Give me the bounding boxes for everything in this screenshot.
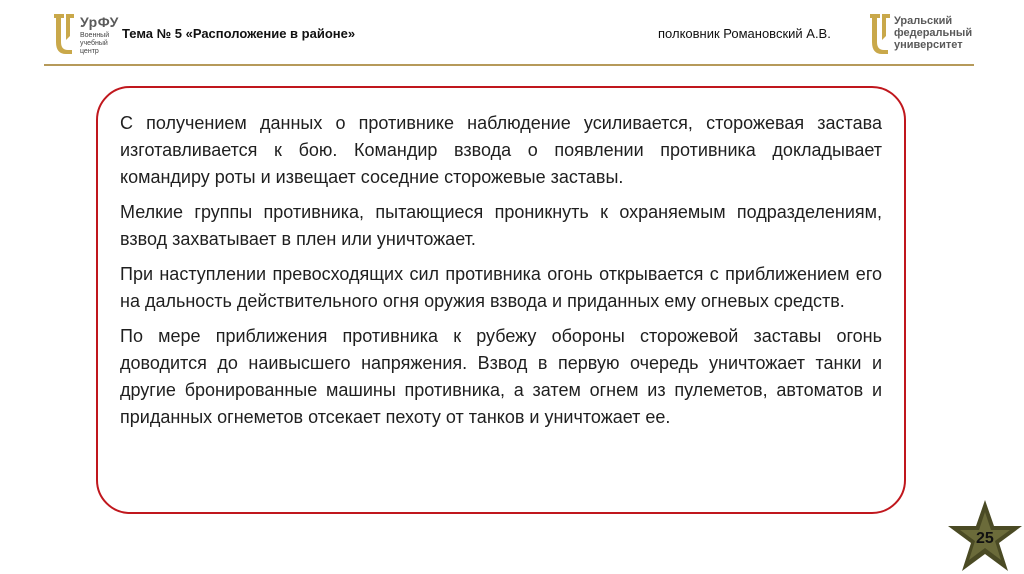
topic-title: Тема № 5 «Расположение в районе»: [122, 26, 356, 41]
paragraph-4: По мере приближения противника к рубежу обороны сторожевой заставы огонь доводится до наивысшего напряжения. Взвод в первую очередь уничтожает танки и другие бронированные машины противника, а затем огнем из пулеметов, автоматов и приданных огнеметов отсекает пехоту от танков и уничтожает ее.: [120, 326, 882, 427]
paragraph-2: Мелкие группы противника, пытающиеся проникнуть к охраняемым подразделениям, взвод захватывает в плен или уничтожает.: [120, 202, 882, 249]
urfu-university-logo: [868, 12, 988, 60]
logo-subtitle-text: Военный учебный центр: [80, 32, 110, 55]
header: [0, 0, 1024, 68]
urfu-military-center-logo: [50, 12, 120, 58]
university-name: Уральский федеральный университет: [894, 15, 973, 51]
paragraph-3: При наступлении превосходящих сил противника огонь открывается с приближением его на дальность действительного огня оружия взвода и приданных ему огневых средств.: [120, 264, 882, 311]
urfu-emblem-icon: [50, 12, 78, 56]
logo-brand-text: УрФУ: [80, 14, 119, 30]
content-body: [120, 110, 882, 439]
paragraph-1: С получением данных о противнике наблюдение усиливается, сторожевая застава изготавливается к бою. Командир взвода о появлении противника докладывает командиру роты и извещает соседние сторожевые заставы.: [120, 113, 882, 187]
urfu-emblem-icon: [868, 12, 892, 56]
header-divider: [44, 64, 974, 66]
page-number: 25: [976, 530, 994, 547]
author-name: полковник Романовский А.В.: [658, 26, 831, 41]
